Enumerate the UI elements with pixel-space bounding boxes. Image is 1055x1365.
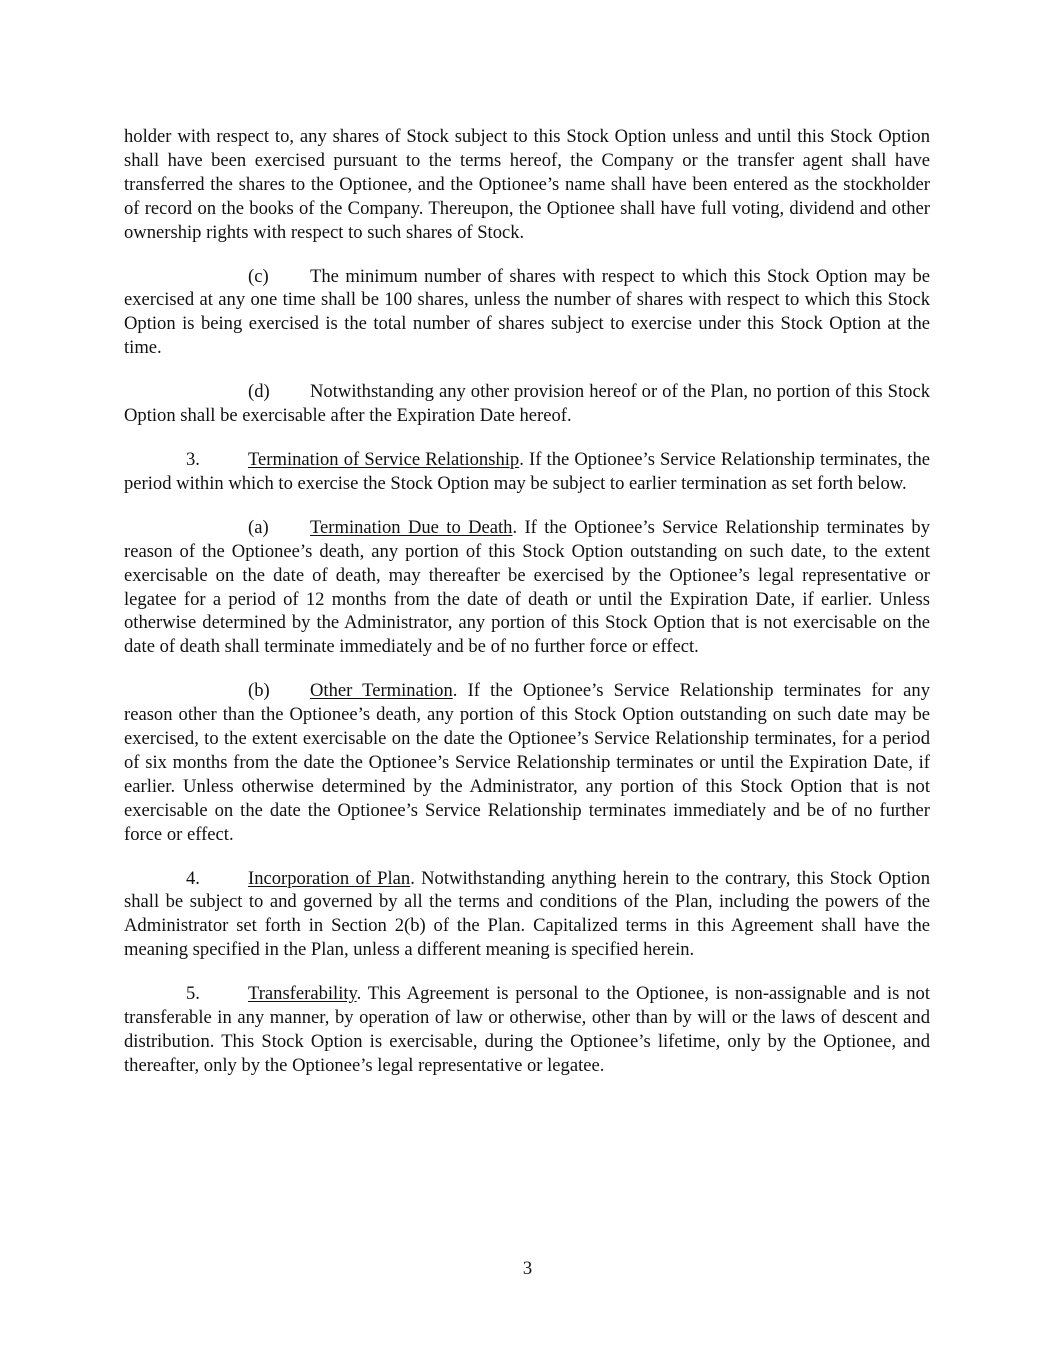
section-heading: Incorporation of Plan — [248, 867, 411, 889]
subparagraph-label: (b) — [248, 680, 270, 702]
subparagraph-heading: Other Termination — [310, 680, 453, 702]
subparagraph-heading: Termination Due to Death — [310, 516, 513, 538]
section-text: . If the Optionee’s Service Relationship terminates, the period within which to exercise the Stock Option may be subject to earlier termination as set forth below. — [124, 448, 930, 494]
page-number: 3 — [522, 1258, 533, 1279]
document-page — [124, 125, 930, 1098]
section-text: . This Agreement is personal to the Optionee, is non-assignable and is not transferable in any manner, by operation of law or otherwise, other than by will or the laws of descent and distribution. This Stock Option is exercisable, during the Optionee’s lifetime, only by the Optionee, and thereafter, only by the Optionee’s legal representative or legatee. — [124, 983, 930, 1076]
subparagraph-text: Notwithstanding any other provision hereof or of the Plan, no portion of this Stock Option shall be exercisable after the Expiration Date hereof. — [124, 381, 930, 427]
subparagraph-b — [124, 679, 930, 846]
section-heading: Transferability — [248, 983, 357, 1005]
subparagraph-text: . If the Optionee’s Service Relationship terminates for any reason other than the Optionee’s death, any portion of this Stock Option outstanding on such date may be exercised, to the extent exercisable on the date the Optionee’s Service Relationship terminates, for a period of six months from the date the Optionee’s Service Relationship terminates or until the Expiration Date, if earlier. Unless otherwise determined by the Administrator, any portion of this Stock Option that is not exercisable on the date the Optionee’s Service Relationship terminates immediately and be of no further force or effect. — [124, 680, 930, 845]
subparagraph-a — [124, 516, 930, 659]
subparagraph-d — [124, 380, 930, 428]
paragraph-continuation: holder with respect to, any shares of Stock subject to this Stock Option unless and until this Stock Option shall have been exercised pursuant to the terms hereof, the Company or the transfer agent shall have transferred the shares to the Optionee, and the Optionee’s name shall have been entered as the stockholder of record on the books of the Company. Thereupon, the Optionee shall have full voting, dividend and other ownership rights with respect to such shares of Stock. — [124, 126, 930, 243]
subparagraph-label: (d) — [248, 381, 270, 403]
subparagraph-c — [124, 265, 930, 361]
subparagraph-label: (c) — [248, 265, 269, 287]
section-number: 3. — [186, 448, 200, 470]
subparagraph-text: The minimum number of shares with respect to which this Stock Option may be exercised at any one time shall be 100 shares, unless the number of shares with respect to which this Stock Option is being exercised is the total number of shares subject to exercise under this Stock Option at the time. — [124, 265, 930, 359]
section-3 — [124, 448, 930, 496]
section-number: 4. — [186, 867, 200, 889]
section-heading: Termination of Service Relationship — [248, 448, 520, 470]
section-4 — [124, 867, 930, 963]
subparagraph-text: . If the Optionee’s Service Relationship terminates by reason of the Optionee’s death, any portion of this Stock Option outstanding on such date, to the extent exercisable on the date of death, may thereafter be exercised by the Optionee’s legal representative or legatee for a period of 12 months from the date of death or until the Expiration Date, if earlier. Unless otherwise determined by the Administrator, any portion of this Stock Option that is not exercisable on the date of death shall terminate immediately and be of no further force or effect. — [124, 516, 930, 658]
section-number: 5. — [186, 983, 200, 1005]
section-5 — [124, 982, 930, 1078]
section-text: . Notwithstanding anything herein to the contrary, this Stock Option shall be subject to and governed by all the terms and conditions of the Plan, including the powers of the Administrator set forth in Section 2(b) of the Plan. Capitalized terms in this Agreement shall have the meaning specified in the Plan, unless a different meaning is specified herein. — [124, 867, 930, 961]
subparagraph-label: (a) — [248, 516, 269, 538]
